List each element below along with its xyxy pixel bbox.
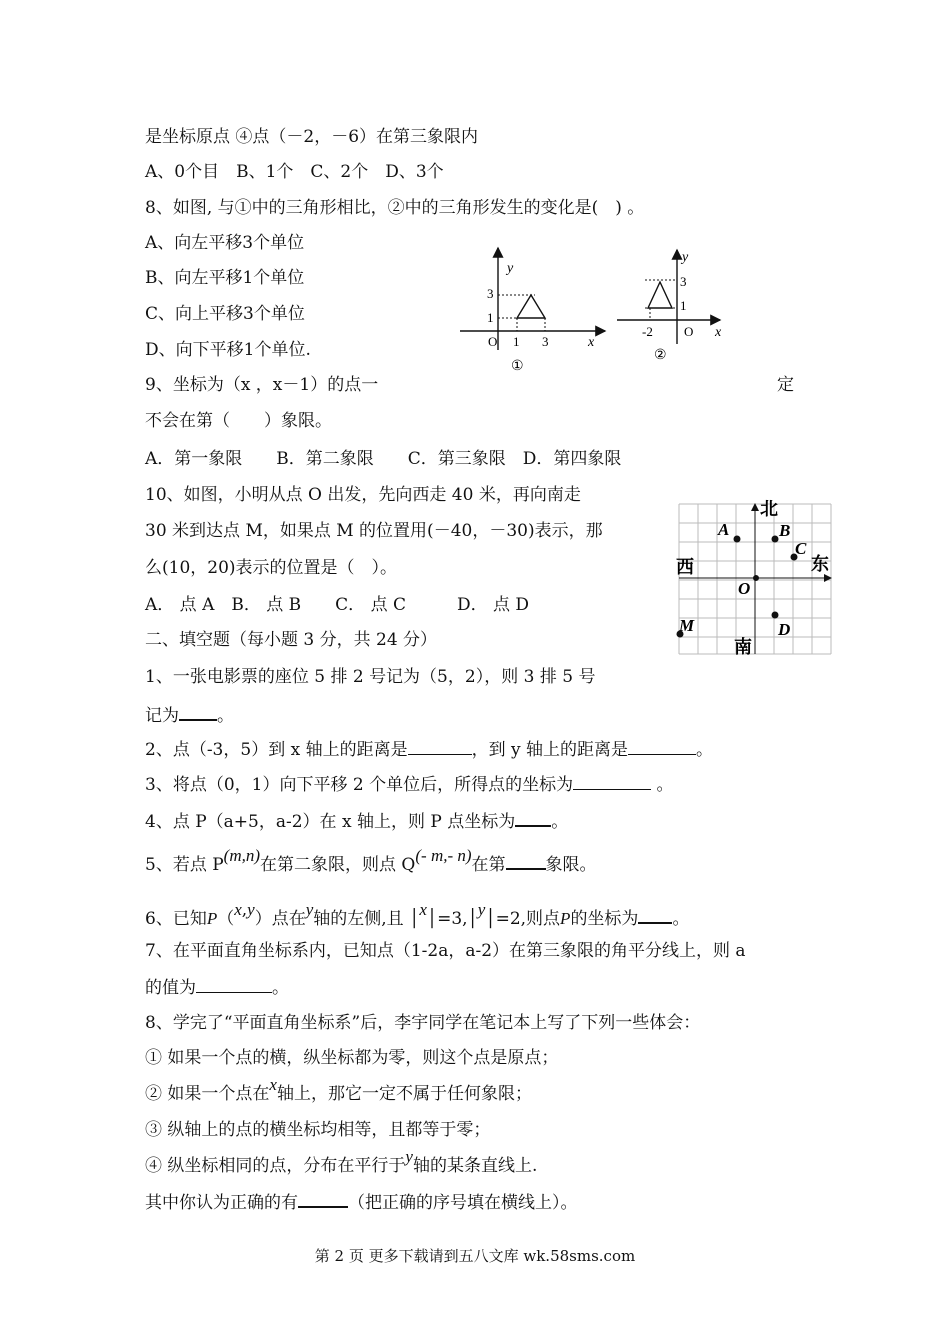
y-label: y: [682, 250, 689, 265]
question-10-line2: 30 米到达点 M，如果点 M 的位置用(－40，－30)表示，那: [145, 521, 603, 541]
fill-1: 1、一张电影票的座位 5 排 2 号记为（5，2），则 3 排 5 号: [145, 667, 596, 687]
fill-3-blank[interactable]: [573, 773, 651, 790]
q10-options: A． 点 A B． 点 B C． 点 C D． 点 D: [145, 595, 530, 615]
fill-8-conclusion: [145, 1190, 578, 1214]
fill-8-conclusion-text: 其中你认为正确的有: [145, 1193, 298, 1213]
fill-6-text-4: │=3,│: [426, 909, 478, 929]
fill-5-text: 5、若点 P: [145, 855, 224, 875]
fill-7-blank[interactable]: [196, 976, 272, 993]
fill-5-text-3: 在第: [471, 855, 506, 875]
figure-tag-2: ②: [654, 348, 667, 363]
fill-8-item-2-x: x: [269, 1075, 277, 1094]
line-prev-statement: 是坐标原点 ④点（－2，－6）在第三象限内: [145, 127, 479, 147]
figure-map-grid: [674, 494, 838, 660]
fill-1-blank[interactable]: [179, 703, 217, 721]
triangle: [517, 295, 545, 318]
fill-7-end: 。: [272, 978, 289, 998]
q8-option-d: D、向下平移1个单位.: [145, 340, 311, 360]
label-c: C: [795, 539, 807, 558]
label-o: O: [738, 579, 751, 598]
fill-6-y: y: [247, 900, 255, 919]
question-9-line2: 不会在第（ ）象限。: [145, 411, 332, 431]
fill-8-item-2: [145, 1075, 532, 1105]
x-tick-3: 3: [542, 334, 549, 349]
fill-8-item-4-y: y: [405, 1147, 413, 1166]
fill-6-x: x: [234, 900, 242, 919]
figure-2-coordinate: [612, 244, 730, 366]
fill-4-blank[interactable]: [515, 809, 551, 827]
fill-2-blank-1[interactable]: [408, 738, 472, 755]
fill-3: [145, 773, 673, 796]
fill-4: [145, 809, 568, 833]
label-west: 西: [676, 557, 694, 577]
label-d: D: [778, 620, 791, 639]
fill-5: [145, 846, 597, 876]
fill-2-text-2: ，到 y 轴上的距离是: [471, 740, 629, 760]
fill-8-item-4-text-2: 轴的某条直线上.: [412, 1156, 538, 1176]
fill-3-end: 。: [651, 775, 674, 795]
fill-2-text: 2、点（-3，5）到 x 轴上的距离是: [145, 740, 408, 760]
question-9: 9、坐标为（x ，x－1）的点一: [145, 375, 379, 395]
fill-6-lp: （: [217, 909, 235, 929]
fill-8-item-1: ① 如果一个点的横，纵坐标都为零，则这个点是原点；: [145, 1048, 559, 1068]
point-d: [772, 612, 779, 619]
x-label: x: [715, 325, 722, 340]
fill-1-text: 记为: [145, 706, 179, 726]
fill-8-item-4: [145, 1147, 538, 1177]
fill-8-item-2-text: ② 如果一个点在: [145, 1084, 270, 1104]
fill-1-line2: [145, 703, 234, 727]
fill-4-end: 。: [551, 812, 569, 832]
fill-6-abs-y: y: [477, 900, 486, 919]
fill-7: 7、在平面直角坐标系内，已知点（1-2a，a-2）在第三象限的角平分线上，则 a: [145, 941, 746, 961]
point-a: [734, 536, 741, 543]
fill-8-item-4-text: ④ 纵坐标相同的点，分布在平行于: [145, 1156, 406, 1176]
page-footer: 第 2 页 更多下载请到五八文库 wk.58sms.com: [314, 1247, 636, 1265]
y-tick-1: 1: [680, 298, 687, 313]
fill-5-blank[interactable]: [506, 852, 546, 870]
point-b: [772, 536, 779, 543]
question-8: 8、如图, 与①中的三角形相比，②中的三角形发生的变化是( ) 。: [145, 198, 645, 218]
fill-6-text-2: ）点在: [254, 909, 306, 929]
fill-3-text: 3、将点（0，1）向下平移 2 个单位后，所得点的坐标为: [145, 775, 574, 795]
question-9-cont: 定: [777, 375, 794, 395]
question-10-line3: 么(10，20)表示的位置是（ ）。: [145, 558, 398, 578]
fill-6-text-3: 轴的左侧,且 │: [313, 909, 420, 929]
y-tick-1: 1: [487, 310, 494, 325]
label-a: A: [718, 520, 730, 539]
fill-5-point-q: (- m,- n): [415, 846, 472, 865]
fill-6-p: P: [206, 909, 218, 928]
label-south: 南: [734, 637, 752, 657]
fill-7-text: 的值为: [145, 978, 196, 998]
fill-2-end: 。: [696, 740, 714, 760]
figure-tag-1: ①: [511, 359, 524, 374]
fill-6-abs-x: x: [419, 900, 427, 919]
fill-5-text-2: 在第二象限，则点 Q: [260, 855, 416, 875]
fill-6-text-6: 的坐标为: [570, 909, 639, 929]
fill-8-item-2-text-2: 轴上，那它一定不属于任何象限；: [276, 1084, 532, 1104]
label-b: B: [779, 521, 791, 540]
fill-5-end: 象限。: [545, 855, 597, 875]
prev-question-options: A、0个目 B、1个 C、2个 D、3个: [145, 162, 444, 182]
fill-4-text: 4、点 P（a+5，a-2）在 x 轴上，则 P 点坐标为: [145, 812, 516, 832]
y-tick-3: 3: [680, 274, 687, 289]
question-10: 10、如图，小明从点 O 出发，先向西走 40 米，再向南走: [145, 485, 581, 505]
fill-2: [145, 738, 713, 761]
fill-6-text-5: │=2,则点: [485, 909, 561, 929]
origin-label: O: [684, 324, 694, 339]
fill-8-blank[interactable]: [298, 1190, 348, 1208]
y-label: y: [507, 261, 514, 276]
fill-6-text: 6、已知: [145, 909, 207, 929]
triangle: [648, 282, 672, 308]
q8-option-a: A、向左平移3个单位: [145, 233, 305, 253]
fill-6-y-axis: y: [305, 900, 314, 919]
label-east: 东: [811, 554, 829, 574]
section-2-title: 二、填空题（每小题 3 分，共 24 分）: [145, 630, 438, 650]
fill-8-item-3: ③ 纵轴上的点的横坐标均相等，且都等于零；: [145, 1120, 491, 1140]
figure-1-coordinate: [455, 240, 615, 375]
label-m: M: [679, 616, 695, 635]
fill-6-end: 。: [672, 909, 690, 929]
q8-option-c: C、向上平移3个单位: [145, 304, 305, 324]
fill-6: [145, 900, 690, 930]
fill-6-comma: ,: [241, 900, 248, 920]
y-tick-3: 3: [487, 286, 494, 301]
point-o: [753, 575, 759, 581]
fill-6-blank[interactable]: [638, 906, 672, 924]
q8-option-b: B、向左平移1个单位: [145, 268, 305, 288]
x-label: x: [588, 335, 595, 350]
q9-options: A．第一象限 B．第二象限 C．第三象限 D．第四象限: [145, 449, 622, 469]
fill-1-end: 。: [217, 706, 234, 726]
fill-5-point-p: (m,n): [223, 846, 261, 865]
fill-8-conclusion-text-2: （把正确的序号填在横线上）。: [348, 1193, 578, 1213]
fill-6-p2: P: [560, 909, 571, 928]
fill-2-blank-2[interactable]: [628, 738, 696, 755]
x-tick-neg2: -2: [642, 324, 653, 339]
label-north: 北: [760, 499, 778, 519]
origin-label: O: [488, 334, 498, 349]
x-tick-1: 1: [513, 334, 520, 349]
fill-8: 8、学完了“平面直角坐标系”后，李宇同学在笔记本上写了下列一些体会：: [145, 1013, 701, 1033]
fill-7-line2: [145, 976, 289, 999]
